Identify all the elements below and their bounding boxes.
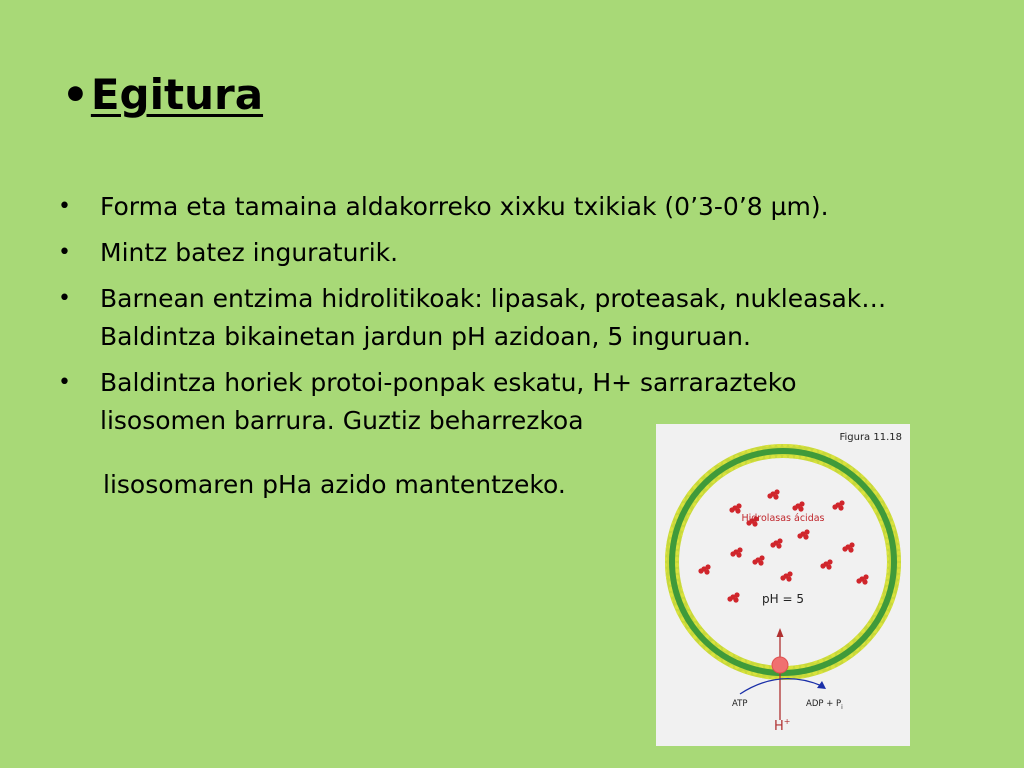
title-text: Egitura <box>90 70 264 119</box>
enzyme-blob <box>820 559 832 569</box>
lysosome-figure <box>656 424 910 746</box>
atp-arc <box>740 679 822 694</box>
title-bullet: • <box>62 70 89 119</box>
bullet-text: Forma eta tamaina aldakorreko xixku txikiak (0’3-0’8 µm). <box>100 192 829 221</box>
enzyme-blob <box>792 501 804 511</box>
bullet-item <box>58 280 958 356</box>
enzyme-blob <box>856 574 868 584</box>
bullet-marker: • <box>58 370 71 395</box>
proton-pump <box>772 657 788 673</box>
slide-title <box>62 70 263 119</box>
enzyme-blob <box>698 564 710 574</box>
enzyme-blob <box>780 571 792 581</box>
bullet-list <box>58 188 958 448</box>
bullet-text: Barnean entzima hidrolitikoak: lipasak, proteasak, nukleasak… <box>100 284 887 313</box>
enzyme-group <box>698 489 868 602</box>
enzyme-blob <box>727 592 739 602</box>
lysosome-diagram <box>656 424 910 746</box>
enzyme-blob <box>832 500 844 510</box>
adp-label: ADP + $P_i$ <box>806 699 843 711</box>
proton-arrow-head <box>777 628 784 637</box>
proton-label: H+ <box>774 717 791 734</box>
bullet-text: lisosomen barrura. Guztiz beharrezkoa <box>100 406 584 435</box>
bullet-continuation: lisosomaren pHa azido mantentzeko. <box>103 470 566 499</box>
enzyme-blob <box>842 542 854 552</box>
bullet-marker: • <box>58 240 71 265</box>
enzyme-blob <box>770 538 782 548</box>
figure-caption: Figura 11.18 <box>839 432 902 443</box>
bullet-text: Baldintza horiek protoi-ponpak eskatu, H+ sarrarazteko <box>100 368 797 397</box>
enzyme-blob <box>729 503 741 513</box>
enzyme-blob <box>767 489 779 499</box>
enzyme-blob <box>730 547 742 557</box>
ph-label: pH = 5 <box>762 592 804 606</box>
bullet-text: Mintz batez inguraturik. <box>100 238 399 267</box>
enzymes-label: Hidrolasas ácidas <box>741 513 825 524</box>
atp-label: ATP <box>732 699 748 709</box>
bullet-item <box>58 188 958 226</box>
bullet-item <box>58 234 958 272</box>
enzyme-blob <box>752 555 764 565</box>
membrane-inner-layer <box>672 451 894 673</box>
bullet-marker: • <box>58 194 71 219</box>
enzyme-blob <box>797 529 809 539</box>
bullet-marker: • <box>58 286 71 311</box>
bullet-text: Baldintza bikainetan jardun pH azidoan, 5 inguruan. <box>100 322 751 351</box>
